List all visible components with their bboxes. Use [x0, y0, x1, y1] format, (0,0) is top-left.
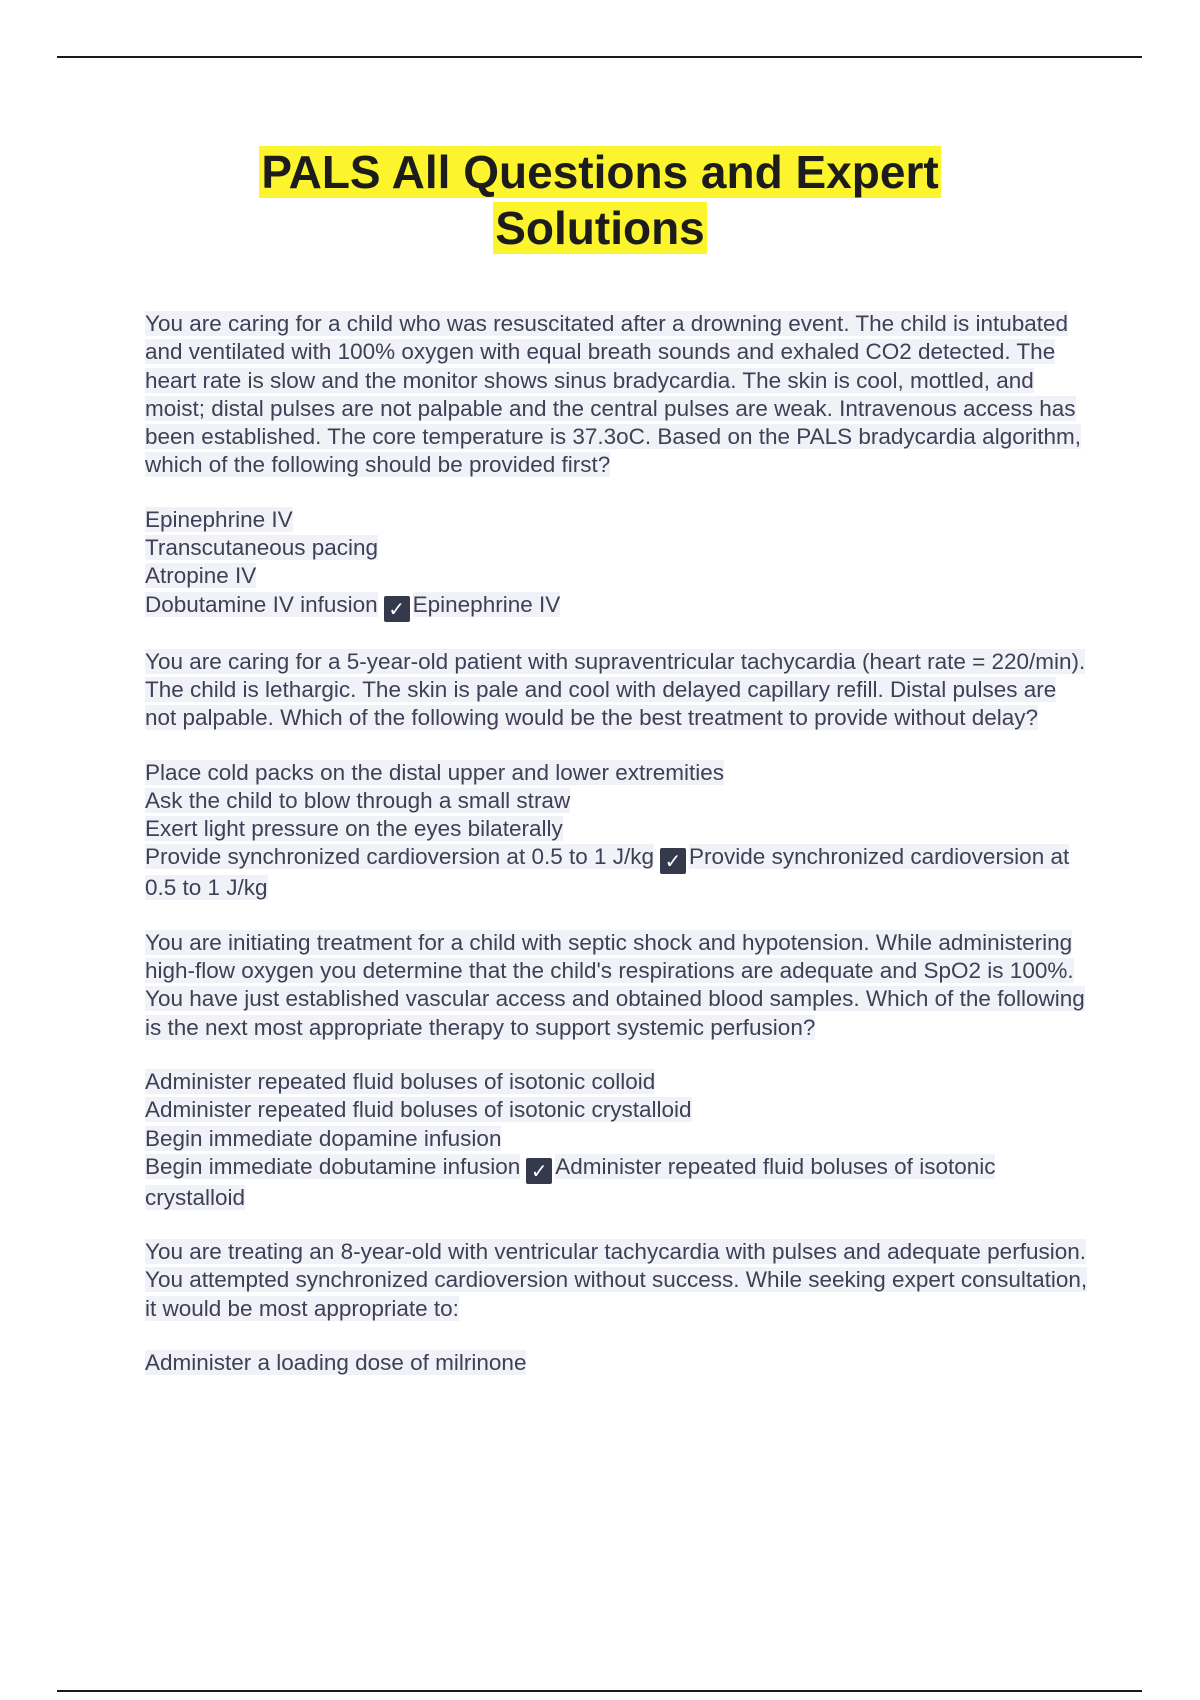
option: Begin immediate dopamine infusion [145, 1125, 502, 1151]
option: Administer repeated fluid boluses of isotonic colloid [145, 1068, 656, 1094]
title-line-1: PALS All Questions and Expert [261, 146, 939, 198]
option: Atropine IV [145, 563, 257, 589]
question-text: You are treating an 8-year-old with ventricular tachycardia with pulses and adequate perfusion. You attempted synchronized cardioversion without success. While seeking expert consultation, it would be most appropriate to: [145, 1239, 1088, 1321]
option: Exert light pressure on the eyes bilaterally [145, 816, 563, 842]
option: Dobutamine IV infusion [145, 591, 378, 617]
checkmark-icon: ✓ [526, 1158, 552, 1184]
question-text: You are initiating treatment for a child with septic shock and hypotension. While administering high-flow oxygen you determine that the child's respirations are adequate and SpO2 is 100%. You have just established vascular access and obtained blood samples. Which of the following is the next most appropriate therapy to support systemic perfusion? [145, 929, 1085, 1040]
question-text: You are caring for a 5-year-old patient with supraventricular tachycardia (heart rate = 220/min). The child is lethargic. The skin is pale and cool with delayed capillary refill. Distal pulses are not palpable. Which of the following would be the best treatment to provide without delay? [145, 648, 1086, 731]
option: Transcutaneous pacing [145, 535, 379, 561]
option: Provide synchronized cardioversion at 0.5 to 1 J/kg [145, 844, 655, 870]
checkmark-icon: ✓ [660, 848, 686, 874]
top-rule [57, 56, 1142, 58]
title-block [0, 144, 1200, 256]
page-title [0, 144, 1200, 256]
question-text: You are caring for a child who was resuscitated after a drowning event. The child is intubated and ventilated with 100% oxygen with equal breath sounds and exhaled CO2 detected. The heart rate is slow and the monitor shows sinus bradycardia. The skin is cool, mottled, and moist; distal pulses are not palpable and the central pulses are weak. Intravenous access has been established. The core temperature is 37.3oC. Based on the PALS bradycardia algorithm, which of the following should be provided first? [145, 311, 1081, 478]
option: Epinephrine IV [145, 506, 293, 532]
question-3 [145, 929, 1090, 1042]
option: Begin immediate dobutamine infusion [145, 1153, 521, 1179]
answer-options-4 [145, 1349, 1090, 1377]
title-line-2: Solutions [495, 202, 705, 254]
correct-answer: Administer repeated fluid boluses of isotonic crystalloid [145, 1153, 996, 1210]
answer-options-1 [145, 506, 1090, 622]
correct-answer: Epinephrine IV [412, 591, 561, 617]
question-4 [145, 1238, 1090, 1323]
option: Administer a loading dose of milrinone [145, 1350, 527, 1376]
option: Place cold packs on the distal upper and lower extremities [145, 759, 725, 785]
checkmark-icon: ✓ [384, 596, 410, 622]
option: Administer repeated fluid boluses of isotonic crystalloid [145, 1097, 692, 1123]
option: Ask the child to blow through a small straw [145, 787, 571, 813]
correct-answer: Provide synchronized cardioversion at 0.5 to 1 J/kg [145, 844, 1070, 901]
bottom-rule [57, 1690, 1142, 1692]
question-1 [145, 310, 1090, 480]
answer-options-2 [145, 759, 1090, 903]
question-2 [145, 648, 1090, 733]
answer-options-3 [145, 1068, 1090, 1212]
document-body [145, 310, 1090, 1403]
